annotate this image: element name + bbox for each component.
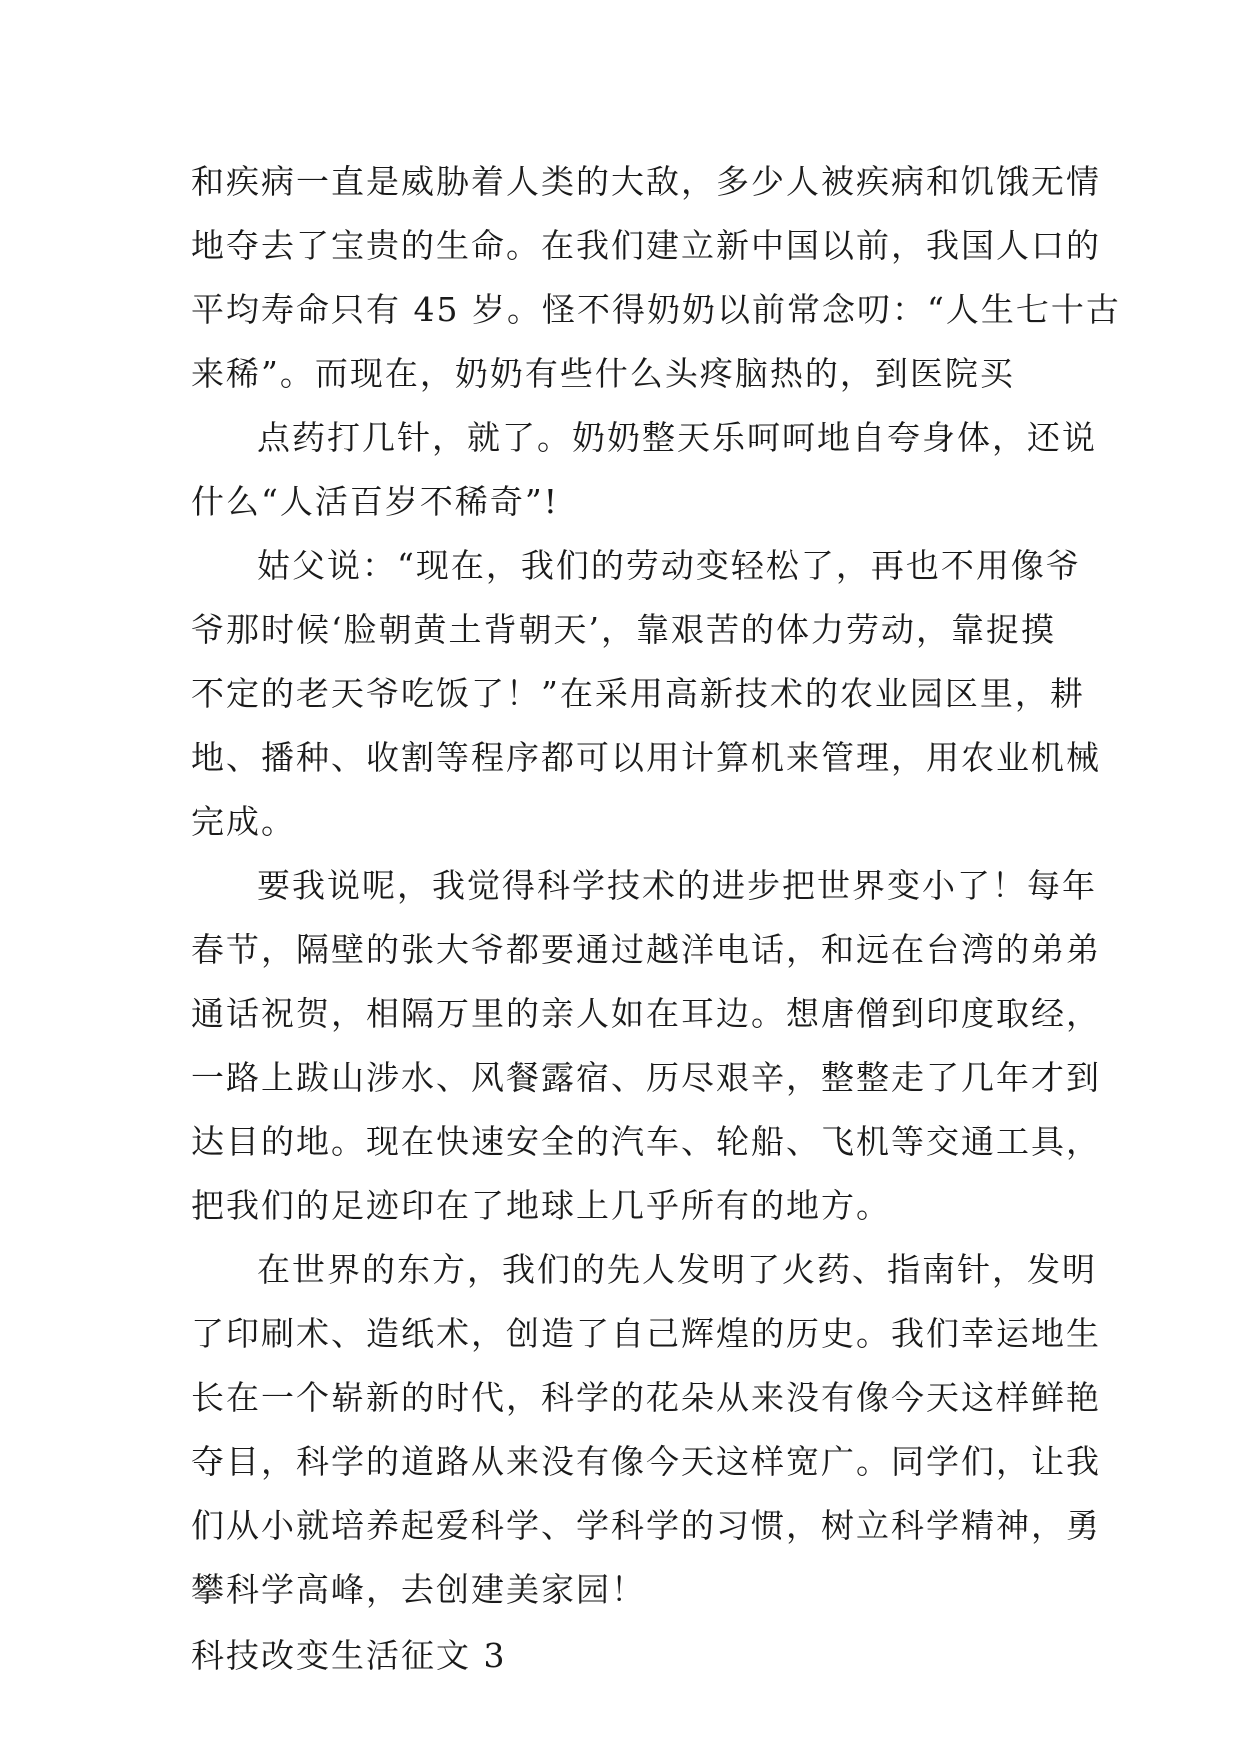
text-line: 通话祝贺，相隔万里的亲人如在耳边。想唐僧到印度取经， <box>191 994 1101 1033</box>
document-page <box>191 150 1121 1688</box>
text-line: 来稀”。而现在，奶奶有些什么头疼脑热的，到医院买 <box>191 354 1015 393</box>
text-line: 在世界的东方，我们的先人发明了火药、指南针，发明 <box>257 1250 1097 1289</box>
text-line: 和疾病一直是威胁着人类的大敌，多少人被疾病和饥饿无情 <box>191 162 1101 201</box>
text-line: 了印刷术、造纸术，创造了自己辉煌的历史。我们幸运地生 <box>191 1314 1101 1353</box>
section-heading: 科技改变生活征文 3 <box>191 1636 507 1675</box>
text-line: 什么“人活百岁不稀奇”! <box>191 482 560 521</box>
text-line: 姑父说：“现在，我们的劳动变轻松了，再也不用像爷 <box>257 546 1081 585</box>
text-line: 不定的老天爷吃饭了！”在采用高新技术的农业园区里，耕 <box>191 674 1085 713</box>
text-line: 要我说呢，我觉得科学技术的进步把世界变小了！每年 <box>257 866 1097 905</box>
text-line: 达目的地。现在快速安全的汽车、轮船、飞机等交通工具， <box>191 1122 1101 1161</box>
text-line: 们从小就培养起爱科学、学科学的习惯，树立科学精神，勇 <box>191 1506 1101 1545</box>
text-line: 地夺去了宝贵的生命。在我们建立新中国以前，我国人口的 <box>191 226 1101 265</box>
text-line: 点药打几针，就了。奶奶整天乐呵呵地自夸身体，还说 <box>257 418 1097 457</box>
text-line: 地、播种、收割等程序都可以用计算机来管理，用农业机械 <box>191 738 1101 777</box>
text-line: 把我们的足迹印在了地球上几乎所有的地方。 <box>191 1186 891 1225</box>
text-line: 春节，隔壁的张大爷都要通过越洋电话，和远在台湾的弟弟 <box>191 930 1101 969</box>
text-line: 一路上跋山涉水、风餐露宿、历尽艰辛，整整走了几年才到 <box>191 1058 1101 1097</box>
text-line: 长在一个崭新的时代，科学的花朵从来没有像今天这样鲜艳 <box>191 1378 1101 1417</box>
text-line: 爷那时候‘脸朝黄土背朝天’，靠艰苦的体力劳动，靠捉摸 <box>191 610 1056 649</box>
text-line: 完成。 <box>191 802 296 841</box>
text-line: 平均寿命只有 45 岁。怪不得奶奶以前常念叨：“人生七十古 <box>191 290 1121 329</box>
text-line: 夺目，科学的道路从来没有像今天这样宽广。同学们，让我 <box>191 1442 1101 1481</box>
text-line: 攀科学高峰，去创建美家园！ <box>191 1570 646 1609</box>
body-text <box>191 150 1121 1622</box>
